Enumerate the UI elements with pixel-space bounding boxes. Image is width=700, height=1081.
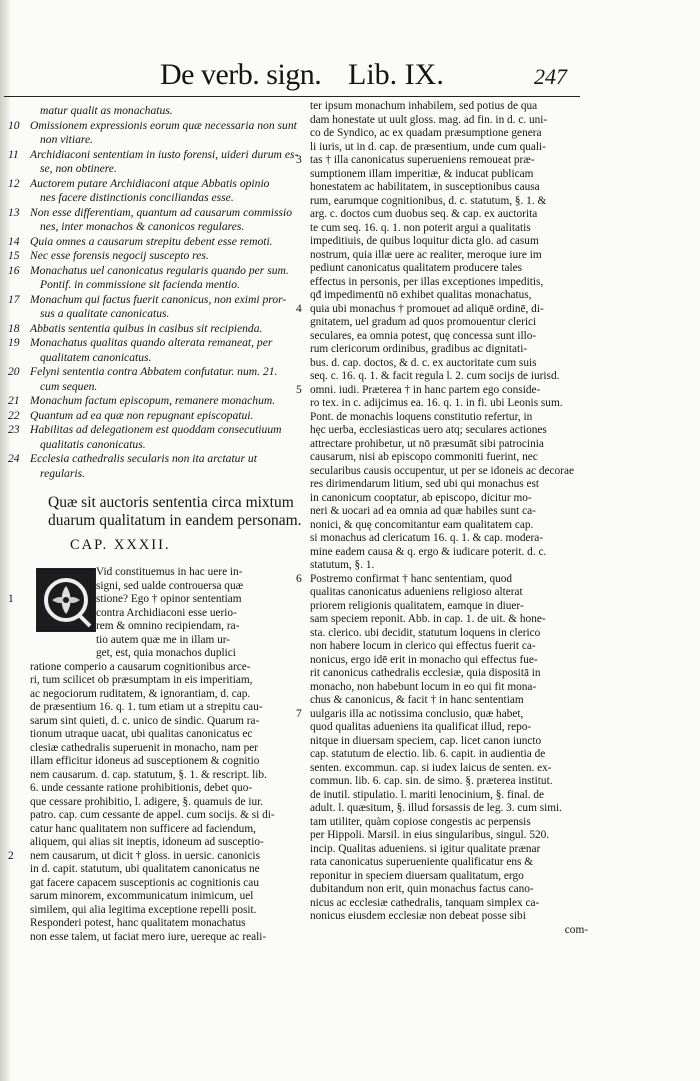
text-line-content: pediunt canonicatus qualitatem producere tales — [310, 262, 523, 274]
summary-text: sus a qualitate canonicatus. — [40, 307, 170, 320]
text-line-content: te cum seq. 16. q. 1. non poterit argui a qualitatis — [310, 221, 531, 234]
text-line — [30, 917, 306, 931]
text-line-content: qđ impedimentū nō exhibet qualitas monachatus, — [310, 289, 532, 301]
summary-line — [8, 321, 302, 337]
text-line-content: si monachus ad clericatum 16. q. 1. & cap. modera- — [310, 532, 544, 544]
text-line — [30, 890, 306, 904]
text-line-content: neri & uocari ad ea omnia ad quæ habiles sunt ca- — [310, 505, 536, 517]
text-line — [310, 789, 588, 803]
right-column-body — [296, 100, 588, 937]
text-line-content: get, est, quia monachos duplici — [96, 647, 236, 659]
text-line-content: cap. statutum de electio. lib. 6. capit. in audientia de — [310, 748, 546, 760]
text-line-content: signi, sed ualde controuersa quæ — [96, 579, 244, 592]
text-line — [30, 647, 306, 661]
text-line — [310, 127, 588, 141]
text-line — [30, 836, 306, 850]
text-line-content: ratione comperio a causarum cognitionibus arce- — [30, 660, 251, 673]
text-line-content: dam honestate ut uult gloss. mag. ad fin. in d. c. uni- — [310, 113, 548, 126]
text-line — [310, 721, 588, 735]
summary-text: matur qualit as monachatus. — [40, 104, 173, 117]
running-title: De verb. sign. — [160, 58, 322, 91]
text-line-content: stione? Ego † opinor sententiam — [96, 593, 242, 605]
text-line-content: nem causarum. d. cap. statutum, §. 1. & rescript. lib. — [30, 768, 267, 781]
text-line-content: hęc uerba, ecclesiasticas uero atq; seculares actiones — [310, 424, 547, 436]
summary-text: Monachatus uel canonicatus regularis quando per sum. — [30, 263, 289, 277]
summary-number: 18 — [8, 321, 20, 335]
text-line-content: aliquem, qui alias sit ineptis, idoneum ad susceptio- — [30, 836, 264, 848]
text-line-content: nicus ac ecclesiæ cathedralis, tanquam simplex ca- — [310, 896, 540, 909]
text-line — [30, 688, 306, 702]
summary-text: se, non obtinere. — [40, 162, 117, 175]
text-line-content: tas † illa canonicatus superueniens remoueat præ- — [310, 154, 535, 166]
summary-line — [8, 118, 302, 134]
text-line-content: impeditiuis, de quibus loquitur dicta glo. ad casum — [310, 235, 539, 247]
text-line — [310, 262, 588, 276]
text-line-content: chus & canonicus, & facit † in hanc sententiam — [310, 694, 524, 706]
text-line — [310, 843, 588, 857]
text-line-content: tam utiliter, quàm copiose congestis ac perpensis — [310, 815, 531, 828]
summary-line — [8, 176, 302, 192]
text-line-content: secularibus causis occupentur, ut per se idoneis ac decorae — [310, 464, 574, 477]
text-line-content: rum clericorum ordinibus, gradibus ac dignitati- — [310, 343, 528, 355]
margin-note-number: 7 — [296, 707, 302, 720]
text-line — [30, 566, 306, 580]
text-line — [310, 748, 588, 762]
text-line-content: sam speciem reponit. Abb. in cap. 1. de uit. & hone- — [310, 613, 546, 625]
summary-list — [8, 104, 302, 481]
text-line — [310, 573, 588, 587]
text-line — [310, 694, 588, 708]
text-line — [310, 451, 588, 465]
text-line-content: omni. iudi. Præterea † in hanc partem ego conside- — [310, 383, 541, 396]
text-line — [310, 478, 588, 492]
text-line — [310, 343, 588, 357]
text-line — [30, 728, 306, 742]
text-line-content: non esse talem, ut faciat mero iure, uereque ac reali- — [30, 930, 267, 943]
summary-line — [8, 292, 302, 308]
text-line — [30, 809, 306, 823]
summary-number: 14 — [8, 234, 20, 248]
text-line — [310, 208, 588, 222]
summary-text: Felyni sententia contra Abbatem confutatur. num. 21. — [30, 365, 278, 378]
text-line — [310, 775, 588, 789]
text-line — [310, 924, 588, 938]
summary-text: cum sequen. — [40, 379, 98, 393]
text-line-content: nonici, & quę concomitantur eam qualitatem cap. — [310, 518, 534, 531]
summary-text: Habilitas ad delegationem est quoddam consecutiuum — [30, 423, 282, 436]
text-line-content: Responderi potest, hanc qualitatem monachatus — [30, 917, 246, 929]
summary-number: 21 — [8, 394, 20, 407]
summary-text: Monachatus qualitas quando alterata remaneat, per — [30, 336, 273, 349]
text-line — [310, 654, 588, 668]
summary-line — [8, 452, 302, 467]
text-line — [310, 384, 588, 398]
text-line — [30, 931, 306, 945]
text-line — [310, 357, 588, 371]
text-line — [30, 863, 306, 877]
text-line-content: rum, earumque cognitionibus, d. c. statutum, §. 1. & — [310, 194, 547, 207]
text-line — [30, 769, 306, 783]
text-line-content: Pont. de monachis loquens constitutio refertur, in — [310, 410, 533, 423]
text-line — [310, 613, 588, 627]
text-line — [310, 249, 588, 263]
book-number: Lib. IX. — [348, 58, 444, 91]
text-line-content: nonicus, ergo idē erit in monacho qui effectus fue- — [310, 653, 538, 666]
summary-line — [8, 423, 302, 438]
text-line — [310, 586, 588, 600]
text-line — [310, 222, 588, 236]
text-line-content: co de Syndico, ac ex quadam præsumptione genera — [310, 127, 542, 139]
summary-number: 19 — [8, 336, 20, 349]
text-line — [310, 411, 588, 425]
text-line-content: nonicus eiusdem ecclesiæ non debeat posse sibi — [310, 910, 526, 922]
text-line — [310, 667, 588, 681]
text-line-content: sarum sint quieti, d. c. unico de sindic. Quarum ra- — [30, 714, 260, 727]
summary-text: nes, inter monachos & canonicos regulares. — [40, 220, 245, 233]
text-line-content: contra Archidiaconi esse uerio- — [96, 606, 237, 619]
text-line-content: mine eadem causa & q. ergo & iudicare poterit. d. c. — [310, 545, 547, 558]
text-line — [310, 316, 588, 330]
text-line — [310, 505, 588, 519]
text-line-content: adult. l. quæsitum, §. illud forsassis de leg. 3. cum simi. — [310, 802, 562, 814]
summary-text: regularis. — [40, 466, 85, 480]
summary-text: Omissionem expressionis eorum quæ necessaria non sunt — [30, 118, 297, 132]
text-line-content: de præsentium 16. q. 1. tum etiam ut a strepitu cau- — [30, 701, 263, 713]
text-line-content: Postremo confirmat † hanc sententiam, quod — [310, 572, 513, 585]
text-line — [310, 100, 588, 114]
text-line — [310, 330, 588, 344]
summary-line — [12, 351, 302, 366]
text-line-content: dubitandum non erit, quin monachus factus cano- — [310, 883, 534, 895]
text-line-content: qualitas canonicatus adueniens religioso alterat — [310, 586, 523, 598]
margin-note-number: 5 — [296, 383, 302, 396]
text-line-content: honestatem ac habilitatem, in susceptionibus causa — [310, 181, 540, 193]
text-line — [310, 735, 588, 749]
text-line — [30, 742, 306, 756]
summary-number: 13 — [8, 205, 20, 219]
text-line-content: quia ubi monachus † promouet ad aliquē ordinē, di- — [310, 302, 544, 315]
margin-note-number: 3 — [296, 154, 302, 166]
text-line — [30, 715, 306, 729]
text-line-content: li iuris, ut in d. cap. de præsentium, unde cum quali- — [310, 140, 546, 153]
summary-line — [12, 278, 302, 293]
summary-line — [12, 220, 302, 235]
text-line — [310, 829, 588, 843]
summary-line — [12, 162, 302, 177]
section-title — [48, 494, 308, 530]
text-line — [30, 580, 306, 594]
summary-number: 22 — [8, 408, 20, 422]
text-line-content: ac negociorum ruditatem, & ignorantiam, d. cap. — [30, 687, 251, 700]
text-line-content: clesiæ cathedralis superuenit in monacho, nam per — [30, 741, 259, 754]
summary-number: 10 — [8, 118, 20, 132]
summary-line — [8, 394, 302, 409]
text-line-content: gat facere capacem susceptionis ac cognitionis cau — [30, 876, 259, 889]
text-line-content: non habere locum in clerico qui effectus fuerit ca- — [310, 640, 536, 652]
text-line-content: patro. cap. cum cessante de appel. cum socijs. & si di- — [30, 809, 275, 821]
text-line-content: priorem religionis qualitatem, eamque in diuer- — [310, 599, 524, 612]
text-line-content: senten. excommun. cap. si iudex laicus de senten. ex- — [310, 761, 552, 774]
text-line — [310, 181, 588, 195]
margin-note-number: 1 — [8, 593, 14, 605]
text-line-content: seculares, ea omnia potest, quę concessa sunt illo- — [310, 329, 537, 342]
summary-text: Monachum factum episcopum, remanere monachum. — [30, 394, 276, 407]
text-line — [310, 195, 588, 209]
text-line-content: catur hanc qualitatem non sufficere ad faciendum, — [30, 822, 256, 835]
left-column-body — [8, 566, 306, 944]
summary-text: Archidiaconi sententiam in iusto forensi, uideri durum es- — [30, 147, 299, 161]
text-line — [310, 627, 588, 641]
text-line-content: nem causarum, ut dicit † gloss. in uersic. canonicis — [30, 849, 260, 862]
summary-text: Abbatis sententia quibus in casibus sit recipienda. — [30, 321, 263, 335]
text-line — [310, 559, 588, 573]
text-line-content: sta. clerico. ubi decidit, statutum loquens in clerico — [310, 626, 541, 639]
text-line-content: ro tex. in c. adijcimus ea. 16. q. 1. in fi. ubi Leonis sum. — [310, 397, 563, 409]
running-header — [150, 58, 580, 98]
summary-number: 24 — [8, 452, 20, 465]
summary-number: 15 — [8, 249, 20, 262]
summary-line — [8, 263, 302, 279]
summary-line — [12, 191, 302, 206]
text-line-content: Vid constituemus in hac uere in- — [96, 566, 243, 578]
text-line-content: monacho, non habebunt locum in eo qui fit mona- — [310, 680, 537, 693]
summary-line — [8, 365, 302, 380]
text-line-content: rata canonicatus superueniente qualificatur ens & — [310, 856, 534, 868]
summary-line — [8, 234, 302, 250]
text-line-content: com- — [564, 923, 588, 936]
text-line-content: effectus in personis, per illas exceptiones impeditis, — [310, 275, 544, 288]
text-line-content: res dirimendarum litium, sed ubi qui monachus est — [310, 478, 540, 490]
text-line — [310, 681, 588, 695]
summary-text: Non esse differentiam, quantum ad causarum commissio — [30, 205, 293, 219]
text-line — [310, 640, 588, 654]
text-line-content: similem, qui alia legitima exceptione repelli posit. — [30, 903, 257, 916]
summary-number: 12 — [8, 176, 20, 190]
text-line-content: tionum utraque uacat, ubi qualitas canonicatus ec — [30, 728, 253, 740]
summary-text: Monachum qui factus fuerit canonicus, non eximi pror- — [30, 292, 287, 306]
text-line-content: bus. d. cap. doctos, & d. c. ex auctoritate cum suis — [310, 356, 537, 369]
summary-text: Quantum ad ea quæ non repugnant episcopatui. — [30, 408, 254, 422]
text-line-content: de inutil. stipulatio. l. mariti lenocinium, §. final. de — [310, 788, 545, 801]
text-line — [30, 607, 306, 621]
text-line — [30, 593, 306, 607]
text-line-content: nitque in diuersam speciem, cap. licet canon iuncto — [310, 734, 542, 747]
text-line — [310, 897, 588, 911]
text-line-content: causarum, nisi ab episcopo commoniti fuerint, nec — [310, 451, 538, 463]
margin-note-number: 6 — [296, 572, 302, 585]
text-line-content: ri, tum scilicet ob præsumptam in eis imperitiam, — [30, 674, 253, 686]
text-line-content: arg. c. doctos cum duobus seq. & cap. ex auctorita — [310, 208, 538, 220]
text-line — [310, 424, 588, 438]
summary-text: qualitatem canonicatus. — [40, 350, 152, 364]
summary-line — [8, 336, 302, 351]
text-line-content: que cessare prohibitio, l. adigere, §. quamuis de iur. — [30, 795, 264, 808]
text-line — [30, 782, 306, 796]
summary-text: Ecclesia cathedralis secularis non ita arctatur ut — [30, 452, 257, 465]
text-line — [310, 141, 588, 155]
text-line — [310, 546, 588, 560]
text-line-content: 6. unde cessante ratione prohibitionis, debet quo- — [30, 782, 253, 794]
page-gutter-shadow — [0, 0, 10, 1081]
text-line-content: sumptionem illam imperitiæ, & inducat publicam — [310, 167, 534, 180]
text-line — [310, 600, 588, 614]
text-line — [310, 532, 588, 546]
text-line — [310, 154, 588, 168]
summary-number: 23 — [8, 423, 20, 436]
text-line — [310, 370, 588, 384]
text-line — [310, 816, 588, 830]
summary-line — [12, 438, 302, 453]
header-rule — [4, 96, 580, 97]
summary-number: 11 — [8, 147, 19, 161]
summary-number: 17 — [8, 292, 20, 306]
text-line-content: quod qualitas adueniens ita qualificat illud, repo- — [310, 721, 532, 733]
text-line — [310, 762, 588, 776]
text-line — [310, 465, 588, 479]
summary-line — [8, 249, 302, 264]
text-line — [30, 877, 306, 891]
text-line-content: commun. lib. 6. cap. sin. de simo. §. præterea institut. — [310, 775, 553, 787]
summary-line — [12, 307, 302, 322]
text-line-content: statutum, §. 1. — [310, 559, 375, 571]
text-line-content: nostrum, quia illæ uere ac realiter, meroque iure im — [310, 248, 542, 261]
section-title-line-2: duarum qualitatum in eandem personam. — [48, 512, 302, 529]
summary-line — [8, 408, 302, 424]
text-line-content: rem & omnino recipiendam, ra- — [96, 620, 240, 632]
text-line — [30, 661, 306, 675]
text-line — [310, 883, 588, 897]
summary-text: nes facere distinctionis conciliandas esse. — [40, 191, 234, 204]
text-line — [30, 823, 306, 837]
text-line — [310, 289, 588, 303]
text-line — [310, 492, 588, 506]
text-line-content: reponitur in speciem diuersam qualitatum, ergo — [310, 869, 524, 882]
chapter-heading: CAP. XXXII. — [70, 537, 171, 553]
text-line — [310, 856, 588, 870]
text-line-content: in canonicum cooptatur, ab episcopo, dicitur mo- — [310, 491, 532, 504]
summary-text: Nec esse forensis negocij suscepto res. — [30, 249, 209, 262]
text-line — [310, 519, 588, 533]
summary-text: Auctorem putare Archidiaconi atque Abbatis opinio — [30, 176, 270, 190]
text-line — [30, 796, 306, 810]
text-line-content: uulgaris illa ac notissima conclusio, quæ habet, — [310, 707, 524, 720]
summary-number: 16 — [8, 263, 20, 277]
text-line — [310, 303, 588, 317]
text-line — [310, 708, 588, 722]
margin-note-number: 2 — [8, 849, 14, 862]
text-line — [30, 701, 306, 715]
summary-text: non vitiare. — [40, 133, 94, 146]
page-number: 247 — [534, 64, 567, 89]
summary-line — [8, 205, 302, 221]
text-line — [30, 755, 306, 769]
text-line-content: gnitatem, uel gradum ad quos promouentur clerici — [310, 316, 537, 328]
summary-line — [12, 133, 302, 148]
text-line — [310, 910, 588, 924]
text-line-content: sarum minorem, excommunicatum inimicum, uel — [30, 890, 254, 902]
text-line-content: rit canonicus cathedralis ecclesiæ, quia dispositā in — [310, 667, 541, 679]
summary-number: 20 — [8, 365, 20, 378]
summary-text: Pontif. in commissione sit facienda mentio. — [40, 278, 240, 291]
summary-line — [8, 147, 302, 163]
text-line — [310, 276, 588, 290]
text-line — [310, 397, 588, 411]
text-line — [310, 168, 588, 182]
text-line — [30, 634, 306, 648]
summary-line — [12, 380, 302, 395]
text-line — [310, 235, 588, 249]
text-line — [30, 674, 306, 688]
summary-line — [12, 467, 302, 482]
text-line-content: tio autem quæ me in illam ur- — [96, 633, 231, 646]
text-line-content: seq. c. 16. q. 1. & facit regula l. 2. cum socijs de iurisd. — [310, 370, 560, 382]
text-line — [30, 850, 306, 864]
text-line-content: ter ipsum monachum inhabilem, sed potius de qua — [310, 100, 538, 112]
text-line-content: illam efficitur idoneus ad susceptionem & cognitio — [30, 755, 260, 767]
section-title-line-1: Quæ sit auctoris sententia circa mixtum — [48, 494, 294, 511]
text-line-content: per Hippoli. Marsil. in eius singularibus, singul. 520. — [310, 829, 550, 841]
text-line — [310, 114, 588, 128]
text-line-content: incip. Qualitas adueniens. si igitur qualitate prænar — [310, 842, 541, 855]
margin-note-number: 4 — [296, 302, 302, 315]
text-line — [310, 438, 588, 452]
text-line — [30, 620, 306, 634]
text-line — [30, 904, 306, 918]
summary-line — [12, 104, 302, 119]
text-line — [310, 802, 588, 816]
summary-text: Quia omnes a causarum strepitu debent esse remoti. — [30, 234, 273, 248]
text-line-content: attrectare prohibetur, ut nō præsumāt sibi patrocinia — [310, 437, 544, 450]
summary-text: qualitatis canonicatus. — [40, 437, 146, 451]
text-line — [310, 870, 588, 884]
text-line-content: in d. capit. statutum, ubi qualitatem canonicatus ne — [30, 863, 260, 875]
